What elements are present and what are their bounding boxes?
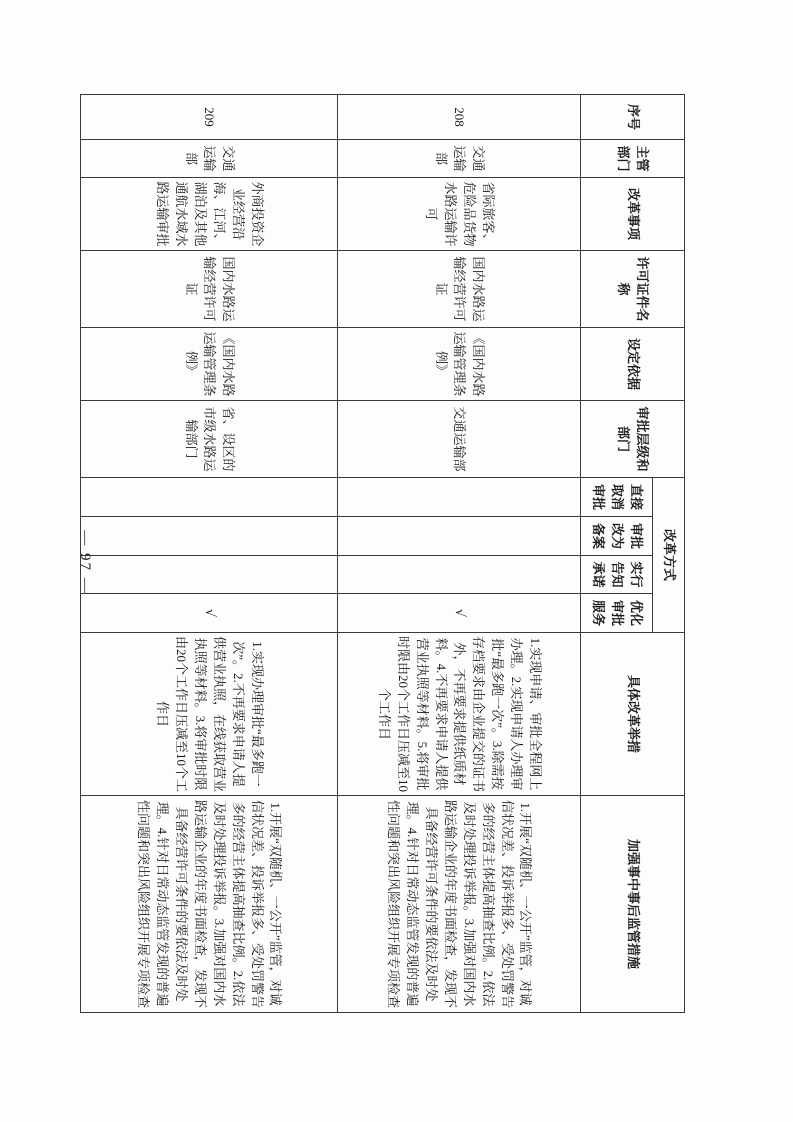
header-reform-method: 改革方式	[653, 478, 685, 633]
page-number: — 97 —	[77, 530, 93, 595]
cell-commitment-208	[338, 556, 581, 594]
header-measures: 具体改革举措	[581, 633, 685, 796]
cell-filing-209	[81, 517, 338, 556]
cell-approval-level-209: 省、设区的市级水路运输部门	[81, 401, 338, 478]
cell-reform-item-209: 外商投资企业经营沿海、江河、湖泊及其他通航水域水路运输审批	[81, 178, 338, 251]
cell-serial-208: 208	[338, 95, 581, 140]
header-notification-commitment: 实行告知承诺	[581, 556, 653, 594]
cell-basis-208: 《国内水路运输管理条例》	[338, 328, 581, 401]
cell-filing-208	[338, 517, 581, 556]
cell-measures-209: 1.实现办理审批“最多跑一次”。2.不再要求申请人提供营业执照，在线获取营业执照等材料。3.将审批时限由20个工作日压减至10个工作日	[81, 633, 338, 796]
cell-reform-item-208: 省际旅客、危险品货物水路运输许可	[338, 178, 581, 251]
table-row	[81, 95, 338, 1013]
header-row-group	[653, 95, 685, 1013]
checkmark-optimize-208: √	[338, 594, 581, 633]
header-to-filing: 审批改为备案	[581, 517, 653, 556]
checkmark-optimize-209: √	[81, 594, 338, 633]
reform-items-table	[80, 94, 685, 1013]
header-optimize-service: 优化审批服务	[581, 594, 653, 633]
cell-dept-208: 交通运输部	[338, 140, 581, 178]
header-reform-item: 改革事项	[581, 178, 685, 251]
cell-serial-209: 209	[81, 95, 338, 140]
cell-basis-209: 《国内水路运输管理条例》	[81, 328, 338, 401]
cell-supervision-208: 1.开展“双随机、一公开”监管，对诚信状况差、投诉举报多、受处罚警告多的经营主体提高抽查比例。2.依法及时处理投诉举报。3.加强对国内水路运输企业的年度书面检查，发现不具备经营许可条件的要依法及时处理。4.针对日常动态监管发现的普遍性问题和突出风险组织开展专项检查	[338, 796, 581, 1013]
header-serial: 序号	[581, 95, 685, 140]
cell-license-name-209: 国内水路运输经营许可证	[81, 251, 338, 328]
header-license-name: 许可证件名称	[581, 251, 685, 328]
cell-dept-209: 交通运输部	[81, 140, 338, 178]
header-dept: 主管部门	[581, 140, 685, 178]
table-row	[338, 95, 581, 1013]
header-supervision: 加强事中事后监管措施	[581, 796, 685, 1013]
header-basis: 设定依据	[581, 328, 685, 401]
cell-cancel-208	[338, 478, 581, 517]
cell-license-name-208: 国内水路运输经营许可证	[338, 251, 581, 328]
header-cancel-approval: 直接取消审批	[581, 478, 653, 517]
cell-approval-level-208: 交通运输部	[338, 401, 581, 478]
cell-measures-208: 1.实现申请、审批全程网上办理。2.实现申请人办理审批“最多跑一次”。3.除需按存档要求由企业提交的证书外，不再要求提供纸质材料。4.不再要求申请人提供营业执照等材料。5.将审批时限由20个工作日压减至10个工作日	[338, 633, 581, 796]
header-approval-level: 审批层级和部门	[581, 401, 685, 478]
cell-supervision-209: 1.开展“双随机、一公开”监管，对诚信状况差、投诉举报多、受处罚警告多的经营主体提高抽查比例。2.依法及时处理投诉举报。3.加强对国内水路运输企业的年度书面检查，发现不具备经营许可条件的要依法及时处理。4.针对日常动态监管发现的普遍性问题和突出风险组织开展专项检查	[81, 796, 338, 1013]
cell-cancel-209	[81, 478, 338, 517]
cell-commitment-209	[81, 556, 338, 594]
